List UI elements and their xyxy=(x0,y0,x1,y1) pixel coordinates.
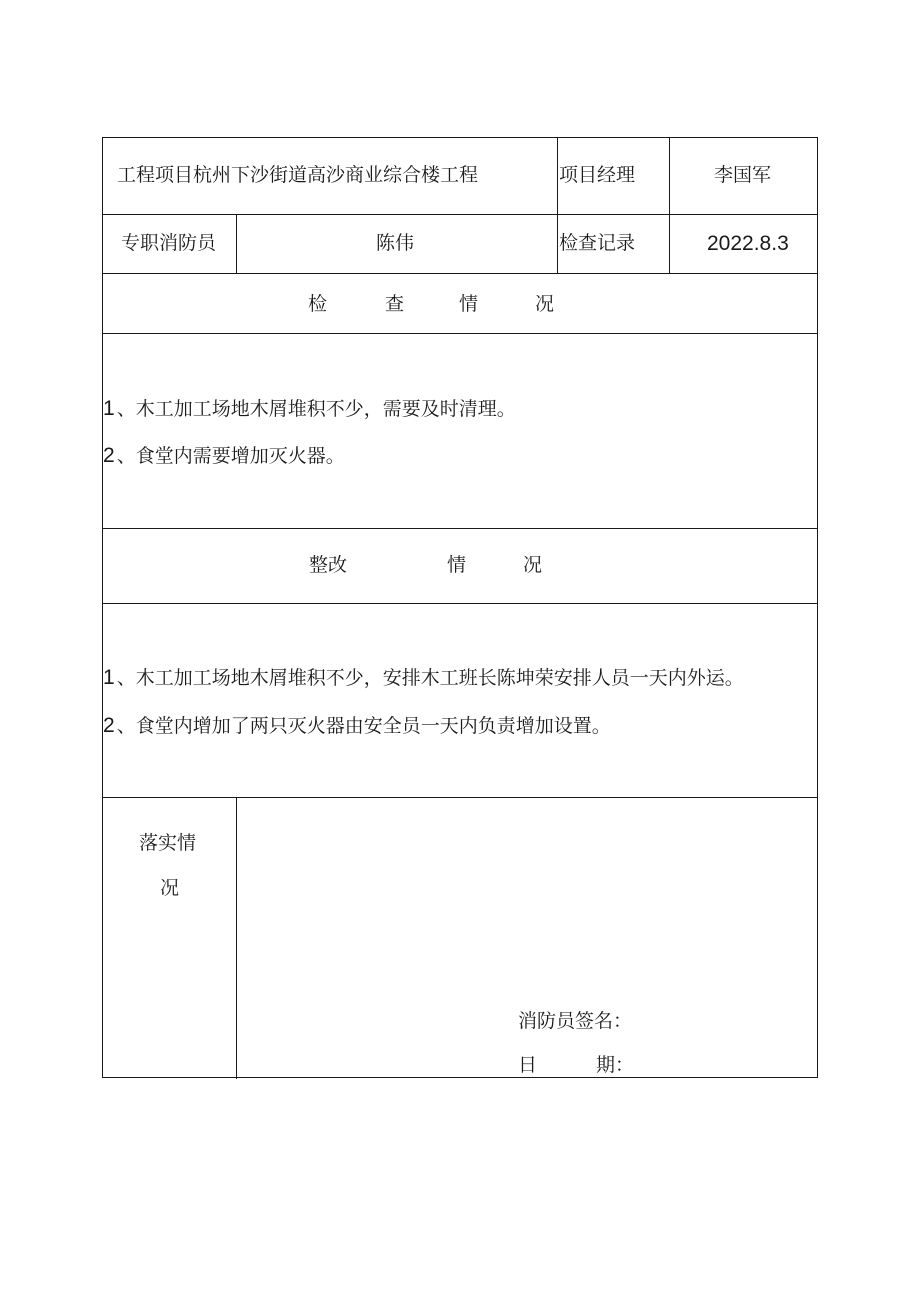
signature-label: 消防员签名： xyxy=(518,1010,633,1032)
record-label: 检查记录 xyxy=(559,232,636,254)
inspection-title-char: 检 xyxy=(308,293,328,315)
inspection-title-char: 查 xyxy=(385,293,405,315)
column-divider xyxy=(236,797,237,1079)
item-index: 1 xyxy=(103,397,115,420)
row-divider xyxy=(103,273,817,274)
column-divider xyxy=(236,214,237,273)
item-index: 2 xyxy=(103,444,115,467)
rectification-title-part: 情 xyxy=(447,554,467,576)
item-text: 、食堂内需要增加灭火器。 xyxy=(116,445,345,467)
project-name: 杭州下沙街道高沙商业综合楼工程 xyxy=(193,164,479,186)
row-divider xyxy=(103,333,817,334)
row-divider xyxy=(103,214,817,215)
record-date: 2022.8.3 xyxy=(707,232,789,255)
implementation-label-cont: 况 xyxy=(160,877,180,899)
rectification-item xyxy=(103,715,611,736)
column-divider xyxy=(557,138,558,273)
column-divider xyxy=(669,138,670,273)
rectification-title-part: 整改 xyxy=(309,554,348,576)
manager-name: 李国军 xyxy=(714,164,772,186)
firefighter-name: 陈伟 xyxy=(376,232,415,254)
rectification-title-part: 况 xyxy=(523,554,543,576)
project-label: 工程项目 xyxy=(117,164,194,186)
date-label-day: 日 xyxy=(518,1054,538,1076)
manager-label: 项目经理 xyxy=(559,164,636,186)
row-divider xyxy=(103,797,817,798)
firefighter-label: 专职消防员 xyxy=(121,232,217,254)
fire-inspection-form xyxy=(102,137,818,1078)
project-row xyxy=(117,166,478,185)
row-divider xyxy=(103,603,817,604)
inspection-title-char: 情 xyxy=(459,293,479,315)
inspection-item xyxy=(103,445,345,466)
item-index: 1 xyxy=(103,666,115,689)
date-label-period: 期： xyxy=(596,1054,635,1076)
inspection-item xyxy=(103,398,516,419)
item-text: 、食堂内增加了两只灭火器由安全员一天内负责增加设置。 xyxy=(116,715,611,737)
inspection-title-char: 况 xyxy=(535,293,555,315)
item-text: 、木工加工场地木屑堆积不少，需要及时清理。 xyxy=(116,398,516,420)
item-text: 、木工加工场地木屑堆积不少，安排木工班长陈坤荣安排人员一天内外运。 xyxy=(116,667,744,689)
rectification-item xyxy=(103,667,744,688)
item-index: 2 xyxy=(103,714,115,737)
implementation-label: 落实情 xyxy=(139,832,197,854)
row-divider xyxy=(103,528,817,529)
